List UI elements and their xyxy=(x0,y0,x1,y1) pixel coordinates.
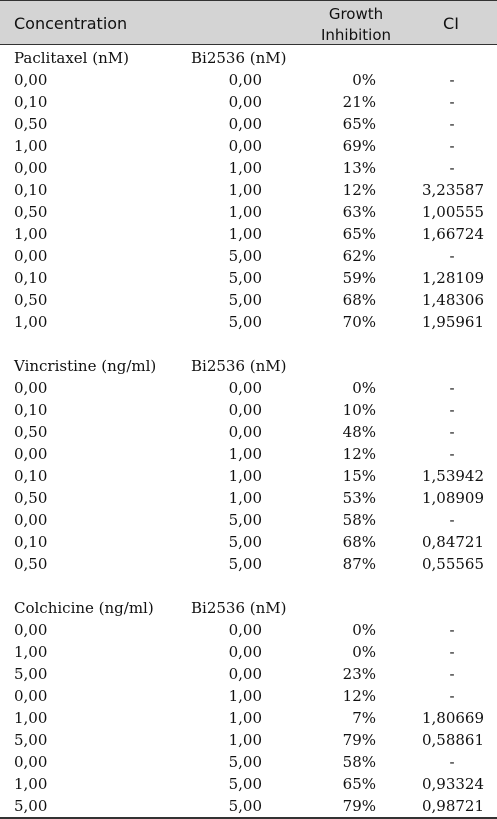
cell-drug-conc: 0,50 xyxy=(14,203,48,221)
cell-ci: - xyxy=(449,511,455,529)
cell-bi2536-conc: 1,00 xyxy=(228,467,262,485)
header-concentration: Concentration xyxy=(14,14,128,33)
cell-growth-inhibition: 48% xyxy=(342,423,376,441)
table-row xyxy=(0,773,497,795)
cell-growth-inhibition: 12% xyxy=(342,445,376,463)
table-row xyxy=(0,267,497,289)
table-row xyxy=(0,663,497,685)
cell-drug-conc: 0,00 xyxy=(14,379,48,397)
section-drug-label: Vincristine (ng/ml) xyxy=(14,357,157,375)
cell-growth-inhibition: 58% xyxy=(342,511,376,529)
cell-ci: - xyxy=(449,753,455,771)
cell-drug-conc: 1,00 xyxy=(14,643,48,661)
cell-bi2536-conc: 5,00 xyxy=(228,247,262,265)
header-growth-inhibition: Growth Inhibition xyxy=(320,5,392,44)
header-ci: CI xyxy=(443,14,459,33)
table-row xyxy=(0,729,497,751)
cell-ci: - xyxy=(449,137,455,155)
section-drug-label: Paclitaxel (nM) xyxy=(14,49,129,67)
cell-drug-conc: 0,00 xyxy=(14,159,48,177)
table-row xyxy=(0,685,497,707)
cell-ci: - xyxy=(449,93,455,111)
table-row xyxy=(0,421,497,443)
cell-bi2536-conc: 1,00 xyxy=(228,489,262,507)
cell-growth-inhibition: 23% xyxy=(342,665,376,683)
cell-growth-inhibition: 12% xyxy=(342,181,376,199)
table-row xyxy=(0,795,497,817)
section-bi2536-label: Bi2536 (nM) xyxy=(191,49,287,67)
table-row xyxy=(0,69,497,91)
cell-bi2536-conc: 5,00 xyxy=(228,313,262,331)
cell-ci: 1,95961 xyxy=(421,313,484,331)
table-row xyxy=(0,707,497,729)
cell-drug-conc: 5,00 xyxy=(14,797,48,815)
cell-ci: - xyxy=(449,159,455,177)
cell-ci: 0,98721 xyxy=(421,797,484,815)
cell-drug-conc: 0,10 xyxy=(14,269,48,287)
cell-ci: 3,23587 xyxy=(421,181,484,199)
cell-drug-conc: 0,50 xyxy=(14,489,48,507)
cell-growth-inhibition: 21% xyxy=(342,93,376,111)
cell-ci: - xyxy=(449,379,455,397)
table-row xyxy=(0,113,497,135)
cell-bi2536-conc: 0,00 xyxy=(228,621,262,639)
cell-growth-inhibition: 7% xyxy=(352,709,376,727)
cell-ci: - xyxy=(449,643,455,661)
cell-growth-inhibition: 59% xyxy=(342,269,376,287)
cell-drug-conc: 0,00 xyxy=(14,753,48,771)
table-row xyxy=(0,377,497,399)
cell-growth-inhibition: 87% xyxy=(342,555,376,573)
cell-drug-conc: 0,10 xyxy=(14,181,48,199)
cell-bi2536-conc: 5,00 xyxy=(228,511,262,529)
cell-bi2536-conc: 0,00 xyxy=(228,137,262,155)
cell-growth-inhibition: 68% xyxy=(342,533,376,551)
cell-drug-conc: 0,00 xyxy=(14,621,48,639)
table-row xyxy=(0,91,497,113)
cell-bi2536-conc: 1,00 xyxy=(228,731,262,749)
cell-drug-conc: 0,50 xyxy=(14,291,48,309)
cell-growth-inhibition: 69% xyxy=(342,137,376,155)
cell-drug-conc: 0,50 xyxy=(14,115,48,133)
cell-drug-conc: 0,10 xyxy=(14,467,48,485)
cell-bi2536-conc: 0,00 xyxy=(228,379,262,397)
table-row xyxy=(0,465,497,487)
section-bi2536-label: Bi2536 (nM) xyxy=(191,357,287,375)
section-label-row xyxy=(0,47,497,69)
cell-ci: 1,00555 xyxy=(421,203,484,221)
cell-growth-inhibition: 79% xyxy=(342,797,376,815)
cell-drug-conc: 1,00 xyxy=(14,313,48,331)
cell-bi2536-conc: 5,00 xyxy=(228,555,262,573)
cell-ci: - xyxy=(449,71,455,89)
cell-drug-conc: 0,10 xyxy=(14,93,48,111)
cell-ci: 1,80669 xyxy=(421,709,484,727)
cell-growth-inhibition: 58% xyxy=(342,753,376,771)
cell-ci: - xyxy=(449,687,455,705)
cell-ci: - xyxy=(449,665,455,683)
cell-growth-inhibition: 13% xyxy=(342,159,376,177)
section-drug-label: Colchicine (ng/ml) xyxy=(14,599,154,617)
cell-growth-inhibition: 53% xyxy=(342,489,376,507)
cell-growth-inhibition: 68% xyxy=(342,291,376,309)
section-bi2536-label: Bi2536 (nM) xyxy=(191,599,287,617)
cell-bi2536-conc: 0,00 xyxy=(228,401,262,419)
cell-bi2536-conc: 5,00 xyxy=(228,797,262,815)
cell-bi2536-conc: 5,00 xyxy=(228,291,262,309)
cell-ci: 0,93324 xyxy=(421,775,484,793)
table-row xyxy=(0,641,497,663)
cell-ci: - xyxy=(449,115,455,133)
cell-drug-conc: 5,00 xyxy=(14,731,48,749)
cell-growth-inhibition: 63% xyxy=(342,203,376,221)
cell-growth-inhibition: 65% xyxy=(342,225,376,243)
cell-ci: 0,84721 xyxy=(421,533,484,551)
table-row xyxy=(0,223,497,245)
table-row xyxy=(0,531,497,553)
cell-growth-inhibition: 12% xyxy=(342,687,376,705)
cell-drug-conc: 0,10 xyxy=(14,401,48,419)
cell-growth-inhibition: 10% xyxy=(342,401,376,419)
cell-drug-conc: 1,00 xyxy=(14,775,48,793)
cell-growth-inhibition: 62% xyxy=(342,247,376,265)
table-row xyxy=(0,619,497,641)
table-row xyxy=(0,751,497,773)
cell-bi2536-conc: 1,00 xyxy=(228,159,262,177)
cell-growth-inhibition: 15% xyxy=(342,467,376,485)
table-row xyxy=(0,157,497,179)
cell-drug-conc: 1,00 xyxy=(14,225,48,243)
cell-ci: 0,58861 xyxy=(421,731,484,749)
cell-ci: - xyxy=(449,247,455,265)
cell-bi2536-conc: 5,00 xyxy=(228,269,262,287)
cell-drug-conc: 0,00 xyxy=(14,511,48,529)
cell-ci: 1,08909 xyxy=(421,489,484,507)
table-row xyxy=(0,245,497,267)
cell-ci: 1,28109 xyxy=(421,269,484,287)
cell-drug-conc: 5,00 xyxy=(14,665,48,683)
cell-growth-inhibition: 65% xyxy=(342,115,376,133)
cell-drug-conc: 0,00 xyxy=(14,247,48,265)
cell-bi2536-conc: 0,00 xyxy=(228,93,262,111)
cell-drug-conc: 1,00 xyxy=(14,709,48,727)
cell-ci: - xyxy=(449,445,455,463)
table-row xyxy=(0,487,497,509)
cell-growth-inhibition: 0% xyxy=(352,379,376,397)
cell-drug-conc: 0,00 xyxy=(14,71,48,89)
table-row xyxy=(0,443,497,465)
cell-drug-conc: 1,00 xyxy=(14,137,48,155)
cell-bi2536-conc: 1,00 xyxy=(228,709,262,727)
cell-bi2536-conc: 1,00 xyxy=(228,203,262,221)
table-row xyxy=(0,201,497,223)
table-row xyxy=(0,289,497,311)
cell-growth-inhibition: 65% xyxy=(342,775,376,793)
cell-drug-conc: 0,00 xyxy=(14,687,48,705)
cell-growth-inhibition: 0% xyxy=(352,71,376,89)
table-row xyxy=(0,311,497,333)
cell-drug-conc: 0,00 xyxy=(14,445,48,463)
table-header xyxy=(0,0,497,45)
cell-bi2536-conc: 1,00 xyxy=(228,687,262,705)
table-row xyxy=(0,135,497,157)
cell-bi2536-conc: 5,00 xyxy=(228,775,262,793)
cell-ci: - xyxy=(449,401,455,419)
cell-drug-conc: 0,50 xyxy=(14,555,48,573)
cell-bi2536-conc: 5,00 xyxy=(228,533,262,551)
cell-bi2536-conc: 1,00 xyxy=(228,225,262,243)
table-row xyxy=(0,509,497,531)
cell-ci: 1,53942 xyxy=(421,467,484,485)
cell-growth-inhibition: 70% xyxy=(342,313,376,331)
cell-bi2536-conc: 0,00 xyxy=(228,643,262,661)
table-row xyxy=(0,553,497,575)
table-row xyxy=(0,179,497,201)
cell-bi2536-conc: 5,00 xyxy=(228,753,262,771)
section-label-row xyxy=(0,355,497,377)
cell-bi2536-conc: 0,00 xyxy=(228,423,262,441)
cell-growth-inhibition: 79% xyxy=(342,731,376,749)
cell-drug-conc: 0,50 xyxy=(14,423,48,441)
cell-bi2536-conc: 1,00 xyxy=(228,445,262,463)
cell-ci: 1,66724 xyxy=(421,225,484,243)
cell-drug-conc: 0,10 xyxy=(14,533,48,551)
cell-growth-inhibition: 0% xyxy=(352,643,376,661)
cell-ci: - xyxy=(449,621,455,639)
cell-ci: - xyxy=(449,423,455,441)
cell-ci: 1,48306 xyxy=(421,291,484,309)
cell-bi2536-conc: 0,00 xyxy=(228,115,262,133)
table-row xyxy=(0,399,497,421)
cell-bi2536-conc: 0,00 xyxy=(228,665,262,683)
cell-growth-inhibition: 0% xyxy=(352,621,376,639)
cell-ci: 0,55565 xyxy=(421,555,484,573)
section-label-row xyxy=(0,597,497,619)
cell-bi2536-conc: 0,00 xyxy=(228,71,262,89)
cell-bi2536-conc: 1,00 xyxy=(228,181,262,199)
